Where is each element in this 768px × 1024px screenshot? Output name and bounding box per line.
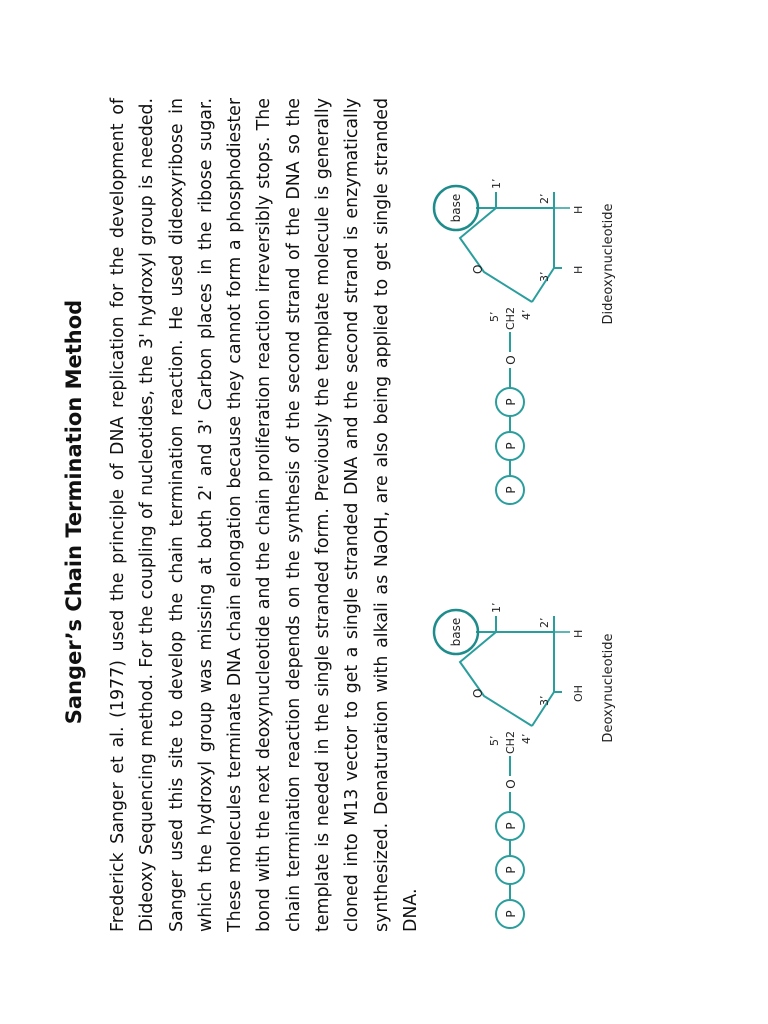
ch2-label: CH2 xyxy=(504,307,517,330)
c1-label: 1’ xyxy=(490,602,503,613)
base-group xyxy=(434,610,496,654)
phosphate-3-label: P xyxy=(504,398,518,406)
sugar-ring xyxy=(460,179,585,331)
phosphate-2-label: P xyxy=(504,442,518,450)
oxygen-link-label: O xyxy=(504,355,518,365)
c4-label: 4’ xyxy=(520,309,533,320)
c5-label: 5’ xyxy=(488,311,501,322)
rotated-slide xyxy=(60,90,616,934)
c2-substituent: H xyxy=(572,629,585,638)
dideoxynucleotide-caption: Dideoxynucleotide xyxy=(601,203,616,325)
dideoxynucleotide-diagram xyxy=(436,90,616,510)
c3-label: 3’ xyxy=(538,695,551,706)
c3-label: 3’ xyxy=(538,271,551,282)
slide-paragraph: Frederick Sanger et al. (1977) used the principle of DNA replication for the development of Dideoxy Sequencing method. For the coupling of nucleotides, the 3' hydroxyl group is needed. Sanger used this site to develop the chain termination reaction. He used dideoxyribose in which the hydroxyl group was missing at both 2' and 3' Carbon places in the ribose sugar. These molecules terminate DNA chain elongation because they cannot form a phosphodiester bond with the next deoxynucleotide and the chain proliferation reaction irreversibly stops. The chain termination reaction depends on the synthesis of the second strand of the DNA so the template is needed in the single stranded form. Previously the template molecule is generally cloned into M13 vector to get a single stranded DNA and the second strand is enzymatically synthesized. Denaturation with alkali as NaOH, are also being applied to get single stranded DNA. xyxy=(108,98,421,932)
c2-substituent: H xyxy=(572,205,585,214)
base-label: base xyxy=(449,617,463,647)
phosphate-chain xyxy=(496,756,524,928)
ch2-label: CH2 xyxy=(504,731,517,754)
base-label: base xyxy=(449,193,463,223)
phosphate-1-label: P xyxy=(504,486,518,494)
ring-oxygen-label: O xyxy=(471,264,485,274)
phosphate-2-label: P xyxy=(504,866,518,874)
base-group xyxy=(434,186,496,230)
phosphate-1-label: P xyxy=(504,910,518,918)
ring-oxygen-label: O xyxy=(471,688,485,698)
deoxynucleotide-caption: Deoxynucleotide xyxy=(601,633,616,743)
c4-label: 4’ xyxy=(520,733,533,744)
c1-label: 1’ xyxy=(490,178,503,189)
phosphate-3-label: P xyxy=(504,822,518,830)
slide-title: Sanger’s Chain Termination Method xyxy=(62,299,86,725)
c2-label: 2’ xyxy=(538,193,551,204)
sugar-ring xyxy=(460,603,585,755)
oxygen-link-label: O xyxy=(504,779,518,789)
c5-label: 5’ xyxy=(488,735,501,746)
c2-label: 2’ xyxy=(538,617,551,628)
c3-substituent: OH xyxy=(572,685,585,702)
c3-substituent: H xyxy=(572,265,585,274)
deoxynucleotide-diagram xyxy=(436,514,616,934)
phosphate-chain xyxy=(496,332,524,504)
